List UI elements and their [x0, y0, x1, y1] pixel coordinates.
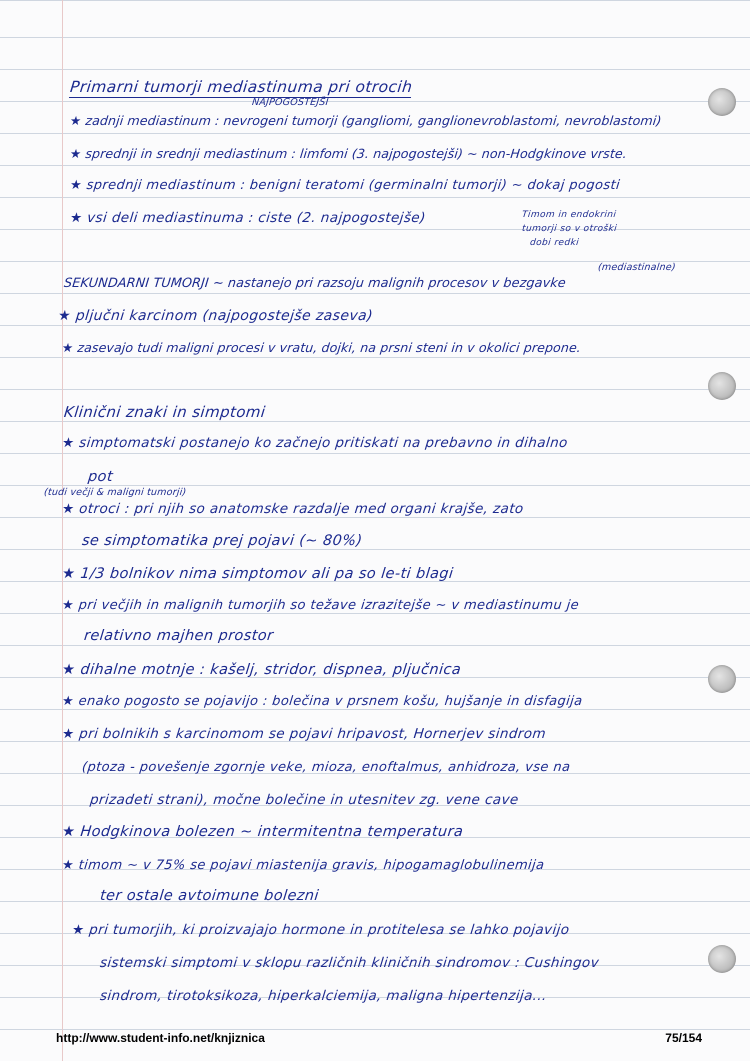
- note-line: ★ pri večjih in malignih tumorjih so težave izrazitejše ~ v mediastinumu je: [61, 598, 580, 613]
- note-line: ★ dihalne motnje : kašelj, stridor, dispnea, pljučnica: [61, 662, 462, 678]
- note-line: ★ timom ~ v 75% se pojavi miastenija gravis, hipogamaglobulinemija: [61, 858, 546, 873]
- side-note: dobi redki: [529, 238, 580, 248]
- note-line: ★ sprednji in srednji mediastinum : limfomi (3. najpogostejši) ~ non-Hodgkinove vrste.: [69, 146, 628, 161]
- annotation-mediastinal: (mediastinalne): [597, 262, 677, 273]
- margin-line: [62, 0, 63, 1061]
- note-line: ★ otroci : pri njih so anatomske razdalje med organi krajše, zato: [61, 501, 525, 517]
- annotation-larger-malignant: (tudi večji & maligni tumorji): [43, 487, 187, 498]
- section-title-secondary-tumors: SEKUNDARNI TUMORJI ~ nastanejo pri razsoju malignih procesov v bezgavke: [63, 276, 567, 291]
- note-line: ★ zasevajo tudi maligni procesi v vratu, dojki, na prsni steni in v okolici prepone.: [61, 340, 582, 355]
- note-line: ★ pri tumorjih, ki proizvajajo hormone in protitelesa se lahko pojavijo: [71, 922, 571, 938]
- note-line: relativno majhen prostor: [83, 628, 275, 644]
- section-title-clinical-signs: Klinični znaki in simptomi: [63, 403, 267, 421]
- annotation-most-common: NAJPOGOSTEJŠI: [251, 97, 330, 108]
- note-line: ★ enako pogosto se pojavijo : bolečina v prsnem košu, hujšanje in disfagija: [61, 694, 584, 709]
- note-line: ★ pljučni karcinom (najpogostejše zaseva): [57, 308, 374, 324]
- note-line: ★ sprednji mediastinum : benigni teratomi (germinalni tumorji) ~ dokaj pogosti: [69, 178, 621, 193]
- note-line: ★ 1/3 bolnikov nima simptomov ali pa so le-ti blagi: [61, 566, 455, 582]
- side-note: tumorji so v otroški: [521, 224, 618, 234]
- note-line: ★ vsi deli mediastinuma : ciste (2. najpogostejše): [69, 210, 427, 226]
- section-title-primary-tumors: Primarni tumorji mediastinuma pri otrocih: [69, 78, 414, 96]
- note-line: sindrom, tirotoksikoza, hiperkalciemija, maligna hipertenzija...: [99, 988, 548, 1004]
- note-line: ★ simptomatski postanejo ko začnejo pritiskati na prebavno in dihalno: [61, 435, 569, 451]
- page-number: 75/154: [665, 1031, 702, 1045]
- note-line: ★ zadnji mediastinum : nevrogeni tumorji (gangliomi, ganglionevroblastomi, nevroblastomi): [69, 113, 663, 128]
- footer-url: http://www.student-info.net/knjiznica: [56, 1031, 265, 1045]
- note-line: ★ Hodgkinova bolezen ~ intermitentna temperatura: [61, 824, 465, 840]
- note-line: ★ pri bolnikih s karcinomom se pojavi hripavost, Hornerjev sindrom: [61, 726, 547, 742]
- punch-hole: [708, 665, 736, 693]
- note-line: ter ostale avtoimune bolezni: [99, 888, 320, 904]
- punch-hole: [708, 945, 736, 973]
- side-note: Timom in endokrini: [521, 210, 617, 220]
- note-line: sistemski simptomi v sklopu različnih kliničnih sindromov : Cushingov: [99, 955, 600, 971]
- note-line: pot: [87, 469, 114, 485]
- note-line: se simptomatika prej pojavi (~ 80%): [81, 533, 364, 549]
- note-line: (ptoza - povešenje zgornje veke, mioza, enoftalmus, anhidroza, vse na: [81, 760, 572, 775]
- note-line: prizadeti strani), močne bolečine in utesnitev zg. vene cave: [89, 792, 520, 808]
- punch-hole: [708, 372, 736, 400]
- punch-hole: [708, 88, 736, 116]
